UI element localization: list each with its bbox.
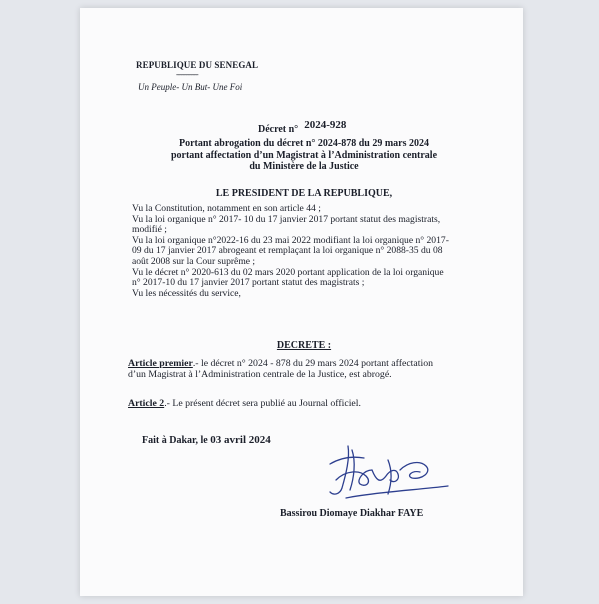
place-and-date	[142, 434, 271, 446]
consideration-line: Vu le décret n° 2020-613 du 02 mars 2020 portant application de la loi organique	[132, 266, 444, 278]
decree-number-line	[258, 119, 347, 135]
handwritten-signature	[316, 440, 456, 506]
consideration-line: Vu la Constitution, notamment en son article 44 ;	[132, 203, 321, 214]
article-2-separator: .-	[164, 398, 170, 409]
national-motto: Un Peuple- Un But- Une Foi	[138, 82, 243, 92]
article-2-label: Article 2	[128, 398, 165, 409]
considerations	[132, 204, 482, 299]
article-1-text: le décret n° 2024 - 878 du 29 mars 2024 portant affectation	[198, 358, 433, 369]
decree-number: 2024-928	[304, 119, 347, 131]
decree-label: Décret n°	[258, 124, 299, 135]
document-page	[80, 8, 523, 596]
closing-place: Fait à Dakar, le	[142, 435, 208, 446]
consideration-line: modifié ;	[132, 224, 167, 236]
article-2	[128, 398, 361, 409]
decree-title	[140, 138, 468, 173]
consideration-line: n° 2017-10 du 17 janvier 2017 portant statut des magistrats ;	[132, 277, 365, 289]
consideration-line: Vu la loi organique n°2022-16 du 23 mai 2022 modifiant la loi organique n° 2017-	[132, 234, 449, 246]
article-1-text: d’un Magistrat à l’Administration centrale de la Justice, est abrogé.	[128, 369, 392, 380]
decrete-heading: DECRETE :	[276, 340, 332, 351]
decree-title-line: portant affectation d’un Magistrat à l’Administration centrale	[170, 149, 438, 161]
article-1-label: Article premier	[128, 358, 193, 369]
consideration-line: Vu la loi organique n° 2017- 10 du 17 janvier 2017 portant statut des magistrats,	[132, 213, 441, 225]
decree-title-line: Portant abrogation du décret n° 2024-878 du 29 mars 2024	[178, 138, 430, 149]
closing-date: 03 avril 2024	[210, 434, 271, 446]
consideration-line: 09 du 17 janvier 2017 abrogeant et remplaçant la loi organique n° 2088-35 du 08	[132, 245, 443, 257]
signer-name: Bassirou Diomaye Diakhar FAYE	[280, 508, 424, 519]
article-1-separator: .-	[192, 358, 199, 369]
header-separator: -------------	[176, 70, 198, 79]
consideration-line: Vu les nécessités du service,	[132, 287, 241, 299]
country-name: REPUBLIQUE DU SENEGAL	[136, 60, 259, 70]
president-heading: LE PRESIDENT DE LA REPUBLIQUE,	[215, 188, 393, 199]
article-1	[128, 358, 480, 380]
consideration-line: août 2008 sur la Cour suprême ;	[132, 255, 256, 267]
decree-title-line: du Ministère de la Justice	[249, 161, 359, 172]
article-2-text: Le présent décret sera publié au Journal officiel.	[169, 398, 361, 409]
